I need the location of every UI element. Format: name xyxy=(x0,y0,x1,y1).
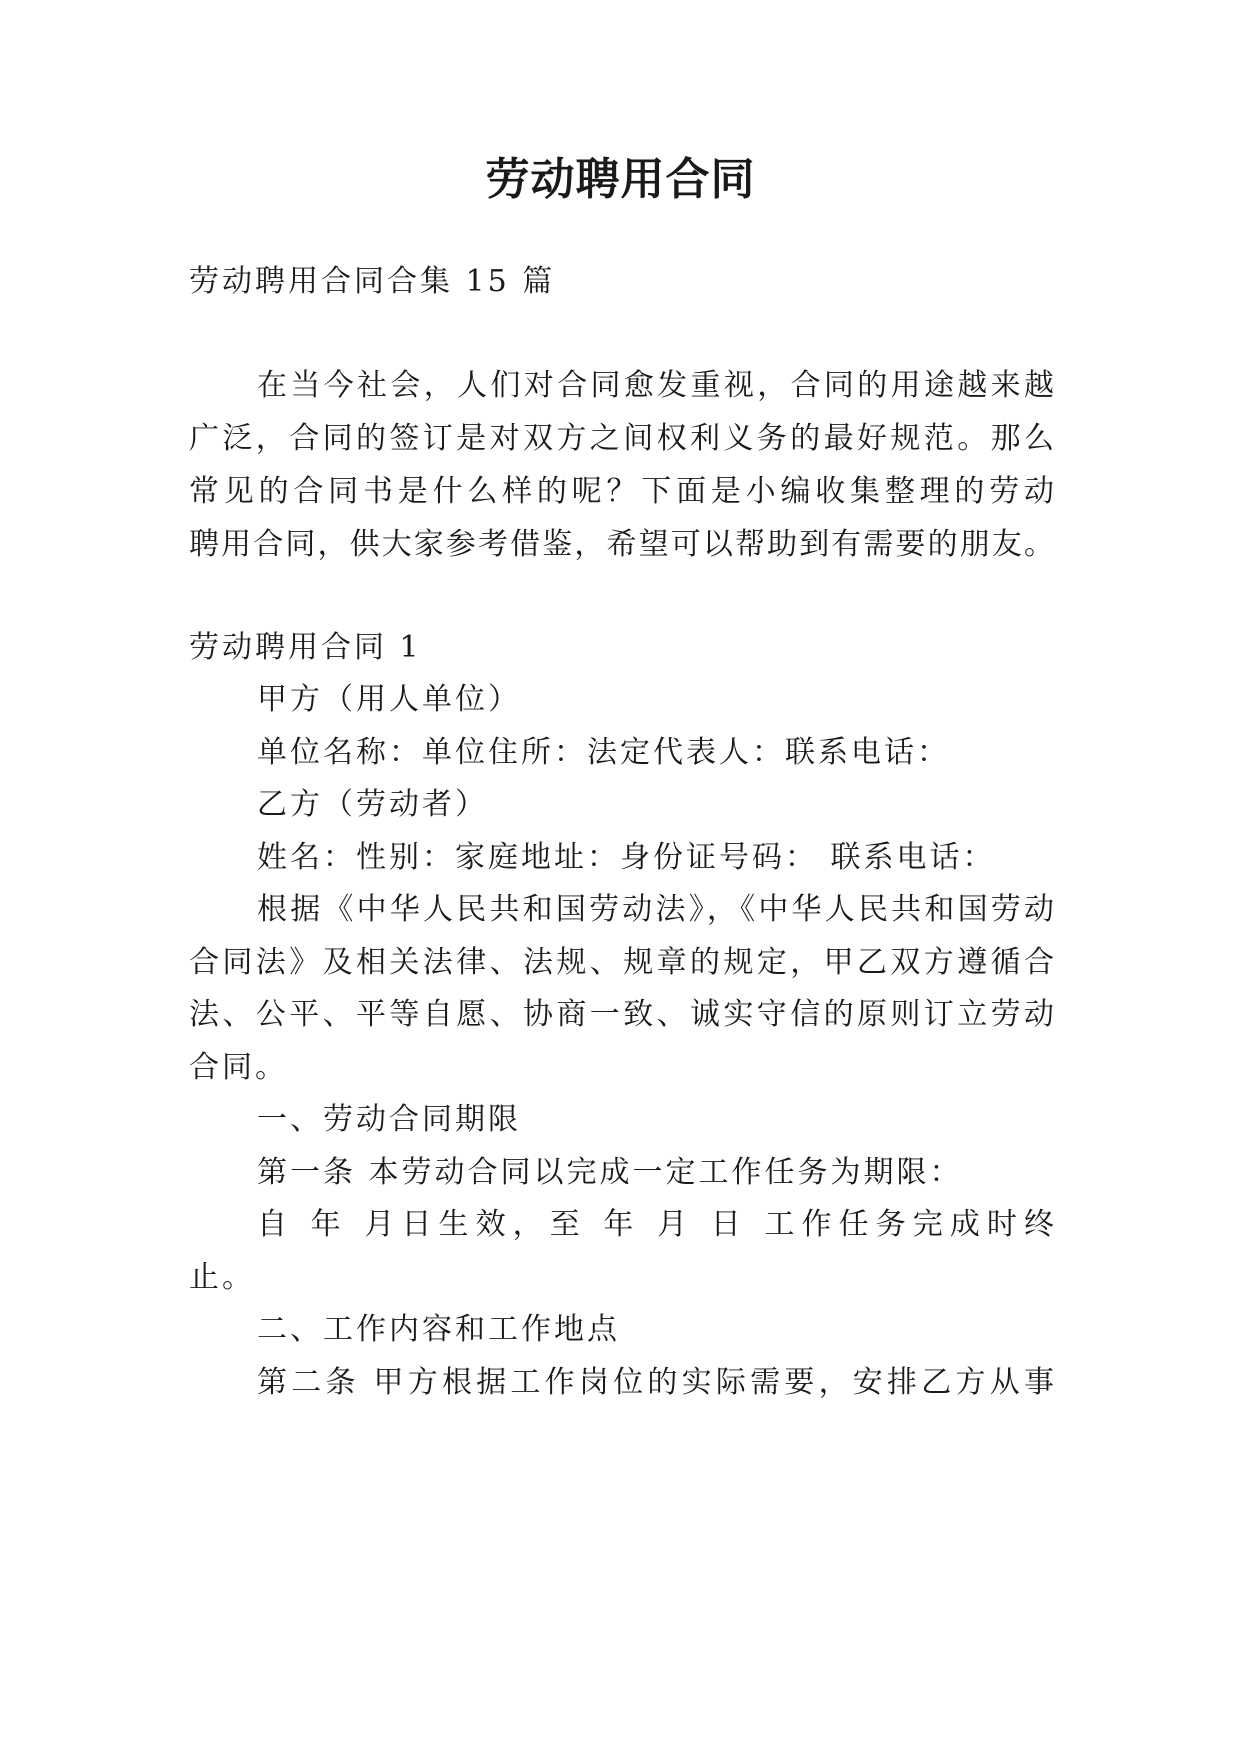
chapter-heading: 二、工作内容和工作地点 xyxy=(257,1312,620,1347)
article-term-line: 止。 xyxy=(189,1260,255,1295)
basis-line: 法、公平、平等自愿、协商一致、诚实守信的原则订立劳动 xyxy=(189,997,1054,1032)
article-line: 第一条 本劳动合同以完成一定工作任务为期限： xyxy=(257,1155,963,1190)
basis-line: 合同法》及相关法律、法规、规章的规定，甲乙双方遵循合 xyxy=(189,945,1054,980)
section-heading: 劳动聘用合同 1 xyxy=(189,630,422,665)
document-title: 劳动聘用合同 xyxy=(485,154,756,205)
chapter-heading: 一、劳动合同期限 xyxy=(257,1102,521,1137)
intro-line: 在当今社会，人们对合同愈发重视，合同的用途越来越 xyxy=(257,368,1054,403)
document-subtitle: 劳动聘用合同合集 15 篇 xyxy=(189,264,556,299)
party-b-label: 乙方（劳动者） xyxy=(257,787,488,822)
basis-line: 合同。 xyxy=(189,1050,288,1085)
party-a-fields: 单位名称：单位住所：法定代表人：联系电话： xyxy=(257,735,950,770)
party-b-fields: 姓名：性别：家庭地址：身份证号码： 联系电话： xyxy=(257,840,996,875)
article-line: 第二条 甲方根据工作岗位的实际需要，安排乙方从事 xyxy=(257,1365,1054,1400)
party-a-label: 甲方（用人单位） xyxy=(257,682,521,717)
article-term-line: 自 年 月日生效，至 年 月 日 工作任务完成时终 xyxy=(257,1207,1054,1242)
intro-line: 广泛，合同的签订是对双方之间权利义务的最好规范。那么 xyxy=(189,421,1054,456)
intro-line: 聘用合同，供大家参考借鉴，希望可以帮助到有需要的朋友。 xyxy=(189,527,1054,562)
intro-line: 常见的合同书是什么样的呢？下面是小编收集整理的劳动 xyxy=(189,474,1054,509)
basis-line: 根据《中华人民共和国劳动法》，《中华人民共和国劳动 xyxy=(257,892,1054,927)
